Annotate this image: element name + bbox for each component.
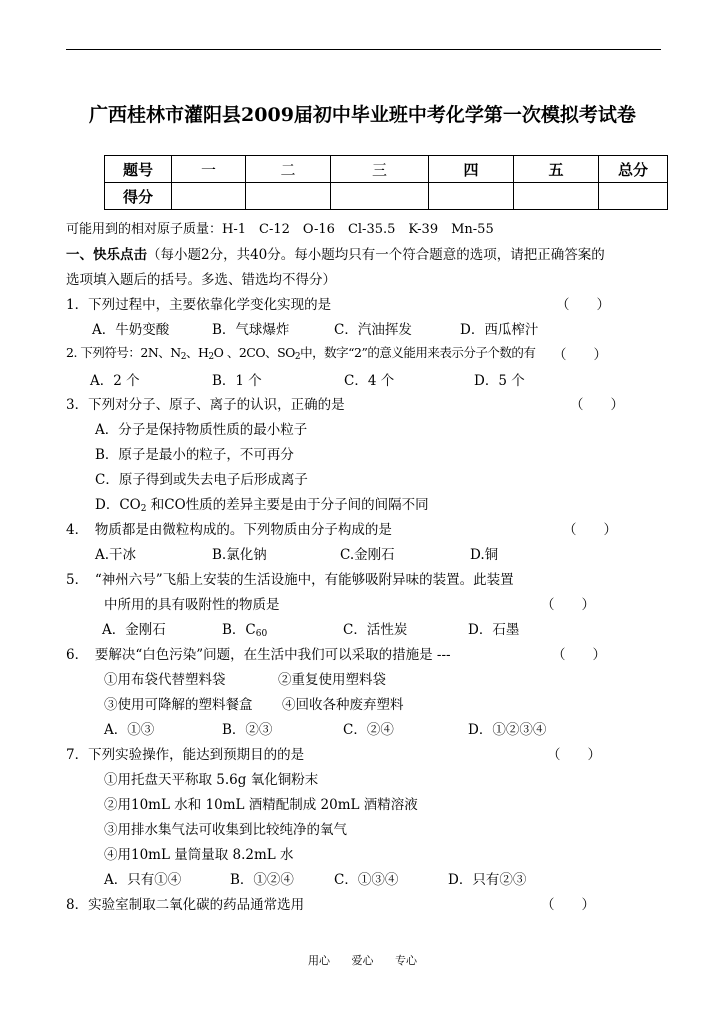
score-table	[104, 155, 668, 210]
question-1-stem: 1．下列过程中，主要依靠化学变化实现的是	[66, 297, 332, 313]
q2-option-b: B．1 个	[212, 373, 262, 389]
question-4-stem: 4． 物质都是由微粒构成的。下列物质由分子构成的是	[66, 522, 392, 538]
section-heading: 一、快乐点击	[66, 247, 147, 263]
q1-option-b: B．气球爆炸	[212, 322, 290, 338]
top-rule	[66, 49, 661, 50]
score-table-header-cell: 二	[246, 156, 331, 183]
score-row-label: 得分	[105, 183, 172, 210]
score-cell[interactable]	[331, 183, 429, 210]
q7-option-b: B．①②④	[230, 872, 294, 888]
question-8-stem: 8．实验室制取二氧化碳的药品通常选用	[66, 897, 305, 913]
q2-stem-part: 、H	[185, 345, 209, 360]
answer-blank[interactable]: （ ）	[556, 297, 610, 313]
q7-option-d: D．只有②③	[448, 872, 527, 888]
q5-option-b	[222, 618, 267, 638]
answer-blank[interactable]: （ ）	[553, 347, 607, 363]
question-7-stem: 7．下列实验操作，能达到预期目的的是	[66, 747, 305, 763]
q6-option-a: A．①③	[104, 722, 155, 738]
subscript: 2	[208, 352, 214, 362]
score-table-header-cell: 题号	[105, 156, 172, 183]
question-6-stem: 6． 要解决“白色污染”问题，在生活中我们可以采取的措施是 ---	[66, 647, 451, 663]
score-table-header-cell: 三	[331, 156, 429, 183]
subscript: 2	[180, 352, 186, 362]
score-table-header-cell: 五	[514, 156, 599, 183]
q2-stem-part: O 、2CO、SO	[213, 345, 295, 360]
q2-stem-part: 2. 下列符号：2N、N	[66, 345, 181, 360]
q7-statement-2: ②用10mL 水和 10mL 酒精配制成 20mL 酒精溶液	[104, 797, 418, 813]
q4-option-c: C.金刚石	[340, 547, 395, 563]
q3-option-d-part: 和CO性质的差异主要是由于分子间的间隔不同	[146, 497, 429, 513]
score-table-header-row	[105, 156, 668, 183]
answer-blank[interactable]: （ ）	[541, 597, 595, 613]
page-footer: 用心 爱心 专心	[308, 954, 417, 967]
q2-stem-part: 中，数字“2”的意义能用来表示分子个数的有	[300, 345, 536, 360]
q7-option-a: A．只有①④	[104, 872, 182, 888]
score-table-score-row	[105, 183, 668, 210]
question-2-stem	[66, 343, 535, 361]
score-table-header-cell: 一	[172, 156, 246, 183]
q7-statement-3: ③用排水集气法可收集到比较纯净的氧气	[104, 822, 347, 838]
q4-option-b: B.氯化钠	[212, 547, 267, 563]
q6-statement-1: ①用布袋代替塑料袋	[104, 672, 226, 688]
answer-blank[interactable]: （ ）	[541, 897, 595, 913]
answer-blank[interactable]: （ ）	[570, 397, 624, 413]
q4-option-d: D.铜	[470, 547, 499, 563]
q3-option-d-part: D．CO	[95, 497, 141, 513]
q6-statement-3: ③使用可降解的塑料餐盒	[104, 697, 253, 713]
q2-option-c: C．4 个	[344, 373, 395, 389]
q5-option-d: D．石墨	[468, 622, 520, 638]
q3-option-b: B．原子是最小的粒子，不可再分	[95, 447, 294, 463]
q6-option-d: D．①②③④	[468, 722, 547, 738]
score-cell[interactable]	[246, 183, 331, 210]
answer-blank[interactable]: （ ）	[547, 747, 601, 763]
section-instructions: （每小题2分，共40分。每小题均只有一个符合题意的选项，请把正确答案的	[147, 247, 605, 263]
q6-statement-2: ②重复使用塑料袋	[278, 672, 386, 688]
page-title: 广西桂林市灌阳县2009届初中毕业班中考化学第一次模拟考试卷	[89, 104, 636, 126]
q7-statement-4: ④用10mL 量筒量取 8.2mL 水	[104, 847, 294, 863]
subscript: 2	[140, 504, 147, 514]
q3-option-a: A．分子是保持物质性质的最小粒子	[95, 422, 308, 438]
score-cell[interactable]	[514, 183, 599, 210]
section-heading-line	[66, 243, 605, 263]
score-table-header-cell: 总分	[599, 156, 668, 183]
q1-option-a: A．牛奶变酸	[92, 322, 170, 338]
question-5-stem: 5． “神州六号”飞船上安装的生活设施中，有能够吸附异味的装置。此装置	[66, 572, 514, 588]
question-5-stem-cont: 中所用的具有吸附性的物质是	[104, 597, 280, 613]
q6-option-c: C．②④	[343, 722, 394, 738]
score-cell[interactable]	[172, 183, 246, 210]
q7-option-c: C．①③④	[334, 872, 399, 888]
q6-option-b: B．②③	[222, 722, 273, 738]
score-table-header-cell: 四	[429, 156, 514, 183]
q5-option-c: C．活性炭	[343, 622, 408, 638]
q4-option-a: A.干冰	[95, 547, 137, 563]
subscript: 60	[255, 629, 268, 639]
question-3-stem: 3．下列对分子、原子、离子的认识，正确的是	[66, 397, 345, 413]
atomic-masses: 可能用到的相对原子质量：H-1 C-12 O-16 Cl-35.5 K-39 Mn-55	[66, 222, 494, 237]
q7-statement-1: ①用托盘天平称取 5.6g 氧化铜粉末	[104, 772, 319, 788]
subscript: 2	[294, 352, 301, 362]
q6-statement-4: ④回收各种废弃塑料	[282, 697, 404, 713]
q2-option-d: D．5 个	[474, 373, 525, 389]
q2-option-a: A．2 个	[90, 373, 140, 389]
q5-option-a: A．金刚石	[102, 622, 166, 638]
answer-blank[interactable]: （ ）	[552, 647, 606, 663]
q5-option-b-part: B．C	[222, 622, 256, 638]
score-cell[interactable]	[429, 183, 514, 210]
q1-option-c: C．汽油挥发	[334, 322, 412, 338]
q1-option-d: D．西瓜榨汁	[460, 322, 539, 338]
q3-option-c: C．原子得到或失去电子后形成离子	[95, 472, 308, 488]
section-instructions-cont: 选项填入题后的括号。多选、错选均不得分）	[66, 272, 336, 288]
q3-option-d	[95, 493, 429, 513]
score-cell[interactable]	[599, 183, 668, 210]
answer-blank[interactable]: （ ）	[563, 522, 617, 538]
